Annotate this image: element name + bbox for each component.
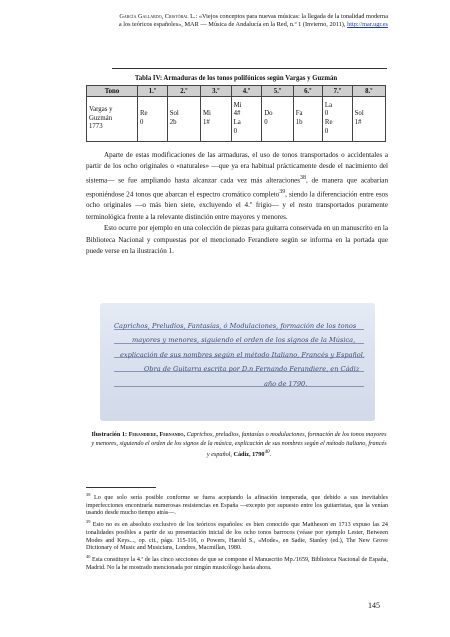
- manuscript-line: mayores y menores, siguiendo el orden de los signos de la Música,: [132, 336, 356, 345]
- table-header-cell: 1.º: [138, 86, 168, 97]
- cell-line: 0: [324, 127, 329, 135]
- paragraph-text: Aparte de estas modificaciones de las armaduras, el uso de tonos transportados o accidentales a partir de los ocho originales o «naturales» —que ya era habitual prácticamente desde el nacimiento del sistema— se fue ampliando hasta alcanzar cada vez más alteraciones: [86, 151, 388, 185]
- footnote-number: 40: [86, 553, 91, 559]
- cell-line: 1#: [354, 119, 362, 126]
- header-link[interactable]: http://mar.ugr.es: [347, 21, 388, 29]
- footnotes: [86, 491, 388, 572]
- page-number: 145: [368, 601, 380, 610]
- table-header-cell: 5.º: [262, 86, 293, 97]
- paragraph-text: Esto ocurre por ejemplo en una colección de piezas para guitarra conservada en un manuscrito en la Biblioteca Nacional y compuestas por el mencionado Ferandiere según se informa en la portada que puede verse en la ilustración 1.: [86, 224, 388, 255]
- footnote-ref[interactable]: 39: [279, 188, 286, 195]
- footnote-text: Esta constituye la 4.ª de las cinco secciones de que se compone el Manuscrito Mp./1659, Biblioteca Nacional de España, Madrid. No la he mostrado mencionada por ningún musicólogo hasta ahora.: [86, 557, 388, 571]
- table-caption: Tabla IV: Armaduras de los tonos polifónicos según Vargas y Guzmán: [134, 75, 338, 82]
- table-header-cell: 2.º: [167, 86, 200, 97]
- table-cell: [322, 97, 352, 142]
- cell-line: La: [233, 119, 241, 126]
- cell-line: 1773: [89, 123, 103, 131]
- figure-caption: [90, 430, 388, 460]
- cell-line: La: [324, 101, 333, 109]
- cell-line: Do: [264, 110, 273, 118]
- cell-line: 1#: [203, 119, 210, 126]
- paragraph-text: , de manera que acabarían esponiéndose 24 tonos que abarcan el espectro cromático completo: [86, 176, 388, 198]
- figure-author: Ferandiere, Fernando,: [128, 431, 186, 438]
- footnote-ref[interactable]: 38: [300, 174, 306, 181]
- footnote: [86, 518, 388, 553]
- table-header-cell: 7.º: [322, 86, 352, 97]
- table-cell: [352, 97, 385, 142]
- footnote-number: 39: [86, 519, 91, 525]
- table-header-cell: 6.º: [293, 86, 322, 97]
- table-cell-source: [87, 97, 138, 142]
- footnote-divider: [86, 487, 156, 488]
- header-divider: [112, 68, 387, 69]
- cell-line: Re: [140, 110, 148, 118]
- cell-line: Re: [324, 119, 333, 126]
- armaduras-table: [86, 85, 386, 142]
- footnote: [86, 491, 388, 518]
- table-cell: [167, 97, 200, 142]
- cell-line: Fa: [295, 110, 303, 118]
- cell-line: Vargas y Guzmán: [89, 106, 113, 122]
- cell-line: Mi: [233, 101, 242, 109]
- table-cell: [262, 97, 293, 142]
- footnote-number: 38: [86, 492, 91, 497]
- table-cell: [231, 97, 262, 142]
- table-row: [87, 97, 386, 142]
- footnote-text: Lo que solo sería posible conforme se fuera aceptando la afinación temperada, que debido a sus inevitables imperfecciones encontraría numerosas resistencias en España —excepto por supuesto entre los guitarristas, que la venían usando desde mucho tiempo atrás—.: [86, 495, 388, 517]
- running-header: [118, 13, 388, 29]
- table-header-cell: 3.º: [201, 86, 232, 97]
- figure-title: Caprichos, preludios, fantasías o modulaciones, formación de los tonos mayores y menores, siguiendo el orden de los signos de la música, explicación de sus nombres según el método italiano, francés y español,: [91, 431, 387, 459]
- cell-line: Mi: [203, 110, 211, 118]
- paragraph: [86, 150, 388, 223]
- footnote: [86, 553, 388, 572]
- cell-line: Sol: [354, 110, 364, 118]
- paragraph: [86, 223, 388, 257]
- manuscript-line: Caprichos, Preludios, Fantasías, ó Modulaciones, formación de los tonos: [114, 322, 357, 330]
- manuscript-text: [114, 319, 364, 391]
- cell-line: 0: [324, 110, 329, 118]
- figure-place: Cádiz, 1790: [233, 451, 265, 459]
- table-cell: [293, 97, 322, 142]
- cell-line: 0: [264, 119, 268, 126]
- manuscript-line: Obra de Guitarra escrita por D.n Fernando Ferandiere, en Cádiz: [144, 365, 360, 374]
- table-header-row: [87, 86, 386, 97]
- header-author: García Gallardo, Cristóbal L.:: [119, 13, 198, 20]
- cell-line: 0: [233, 127, 238, 135]
- cell-line: Sol: [169, 110, 179, 118]
- table-cell: [138, 97, 168, 142]
- footnote-text: Esto no es en absoluto exclusivo de los teóricos españoles: es bien conocido que Mattheson en 1713 expuso las 24 tonalidades posibles a partir de su presentación inicial de los ocho tonos barrocos (véase por ejemplo Lester, Between Modes and Keys..., op. cit., págs. 115-116, o Powers, Harold S., «Mode», en Sadie, Stanley (ed.), The New Grove Dictionary of Music and Musicians, Londres, Macmillan, 1980.: [86, 522, 388, 552]
- manuscript-line: explicación de sus nombres según el método Italiano, Francés y Español,: [120, 350, 365, 359]
- table-header-cell: Tono: [87, 86, 138, 97]
- cell-line: 0: [140, 119, 144, 126]
- manuscript-line: año de 1790.: [264, 379, 308, 388]
- figure-label: Ilustración 1:: [91, 431, 128, 438]
- body-text: [86, 150, 388, 257]
- header-citation: «Viejos conceptos para nuevas músicas: la llegada de la tonalidad moderna a los teóricos españoles», MAR — Música de Andalucía en la Red, n.º 1 (Invierno, 2011),: [118, 13, 388, 29]
- table-cell: [201, 97, 232, 142]
- figure-end: .: [269, 451, 272, 459]
- cell-line: 2b: [169, 119, 177, 126]
- cell-line: 4#: [233, 110, 241, 118]
- cell-line: 1b: [295, 119, 303, 126]
- footnote-ref[interactable]: 40: [264, 449, 270, 456]
- table-header-cell: 4.º: [231, 86, 262, 97]
- table-header-cell: 8.º: [352, 86, 385, 97]
- paragraph-text: , siendo la diferenciación entre esos ocho originales —o más bien siete, excluyendo el 4.º frigio— y el resto transportados puramente terminológica frente a la relevante distinción entre mayores y menores.: [86, 189, 388, 221]
- manuscript-image: [100, 303, 375, 421]
